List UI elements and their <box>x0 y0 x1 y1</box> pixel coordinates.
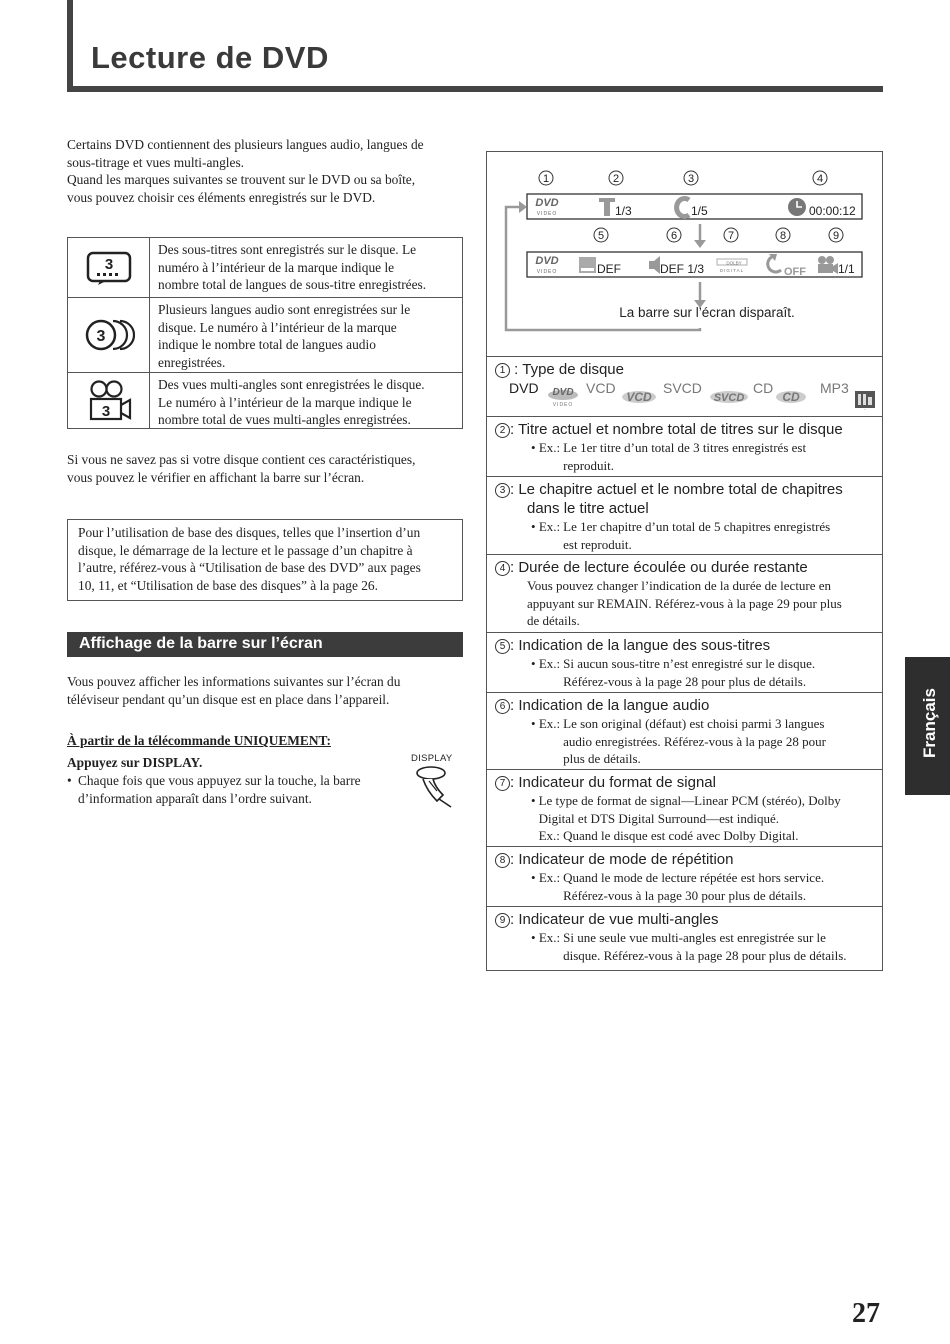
remote-only-heading: À partir de la télécommande UNIQUEMENT: <box>67 733 331 748</box>
item-bullet-text: Le type de format de signal—Linear PCM (stéréo), Dolby <box>538 793 841 808</box>
svg-text:SVCD: SVCD <box>713 392 745 404</box>
svg-text:MP3: MP3 <box>863 410 867 411</box>
callout-9 <box>829 228 843 242</box>
bar2-subtitle: DEF <box>597 262 621 276</box>
bar2-dvd-logo <box>535 255 558 275</box>
bullet-char: • <box>531 870 536 885</box>
item-number: 8 <box>495 853 510 868</box>
bullet-char: • <box>531 519 536 534</box>
language-tab-label: Français <box>920 688 939 758</box>
svg-text:9: 9 <box>832 230 840 242</box>
item-heading: Indication de la langue audio <box>518 697 710 714</box>
marks-line: Le numéro à l’intérieur de la marque indique le <box>158 394 412 410</box>
dvd-video-logo <box>545 383 581 409</box>
item-example: est reproduit. <box>563 536 632 552</box>
svg-text:DVD: DVD <box>552 387 574 398</box>
ex-label: Ex.: <box>538 440 561 455</box>
ex-label: Ex.: <box>538 519 561 534</box>
section-title: Affichage de la barre sur l’écran <box>67 632 463 657</box>
disc-type-label: DVD <box>509 380 539 396</box>
legend-item-6: 6 : Indication de la langue audio • Ex.: Le son original (défaut) est choisi parmi 3 langues audio enregistrées. Référez-vous à la page 28 pour plus de détails. <box>487 692 882 769</box>
bullet-char: • <box>531 930 536 945</box>
bullet-char: • <box>67 773 72 788</box>
marks-text-angles <box>150 373 462 428</box>
callout-5 <box>594 228 608 242</box>
marks-line: numéro à l’intérieur de la marque indique le <box>158 259 395 275</box>
svg-text:DIGITAL: DIGITAL <box>719 268 745 273</box>
legend-item-2: 2 : Titre actuel et nombre total de titres sur le disque • Ex.: Le 1er titre d’un total de 3 titres enregistrés est reproduit. <box>487 416 882 476</box>
callout-6 <box>667 228 681 242</box>
ref-line: Pour l’utilisation de base des disques, telles que l’insertion d’un <box>78 525 421 540</box>
item-example: Le son original (défaut) est choisi parmi 3 langues <box>563 716 825 731</box>
disc-type-label: SVCD <box>663 380 702 396</box>
legend-item-8: 8 : Indicateur de mode de répétition • Ex.: Quand le mode de lecture répétée est hors service. Référez-vous à la page 30 pour plus de détails. <box>487 846 882 906</box>
marks-line: nombre total de langues de sous-titre enregistrées. <box>158 277 427 292</box>
bullet-char: • <box>531 440 536 455</box>
item-number: 4 <box>495 561 510 576</box>
mp3-logo <box>853 389 879 411</box>
item-number: 5 <box>495 639 510 654</box>
item-example: Quand le mode de lecture répétée est hors service. <box>563 870 825 885</box>
legend-item-3: 3 : Le chapitre actuel et le nombre total de chapitres dans le titre actuel • Ex.: Le 1er chapitre d’un total de 5 chapitres enregistrés est reproduit. <box>487 476 882 554</box>
item-example: disque. Référez-vous à la page 28 pour plus de détails. <box>563 947 847 963</box>
bullet-char: • <box>531 793 536 808</box>
svg-text:VIDEO: VIDEO <box>536 269 558 275</box>
marks-line: indique le nombre total de langues audio <box>158 337 376 352</box>
item-number: 1 <box>495 363 510 378</box>
callout-8 <box>776 228 790 242</box>
legend-item-4: 4 : Durée de lecture écoulée ou durée restante Vous pouvez changer l’indication de la durée de lecture en appuyant sur REMAIN. Référez-vous à la page 29 pour plus de détails. <box>487 554 882 632</box>
item-description: appuyant sur REMAIN. Référez-vous à la page 29 pour plus <box>527 595 842 611</box>
callout-7 <box>724 228 738 242</box>
disc-type-label: CD <box>753 380 774 396</box>
onscreen-bar-diagram <box>487 152 882 357</box>
disc-type-label: VCD <box>586 380 616 396</box>
verify-line: vous pouvez le vérifier en affichant la barre sur l’écran. <box>67 469 365 485</box>
svg-text:8: 8 <box>779 230 787 242</box>
verify-paragraph <box>67 451 467 486</box>
svg-text:VCD: VCD <box>626 390 652 404</box>
subtitle-mark-number: 3 <box>104 255 113 273</box>
ex-label: Ex.: <box>538 656 561 671</box>
angle-mark-icon <box>68 373 150 428</box>
ex-label: Ex.: <box>538 930 561 945</box>
section-intro-line: Vous pouvez afficher les informations suivantes sur l’écran du <box>67 674 401 689</box>
bar1-title-value: 1/3 <box>615 204 632 218</box>
intro-line: sous-titrage et vues multi-angles. <box>67 154 245 170</box>
svg-text:3: 3 <box>687 173 695 185</box>
item-example: Si aucun sous-titre n’est enregistré sur le disque. <box>563 656 816 671</box>
intro-line: Quand les marques suivantes se trouvent sur le DVD ou sa boîte, <box>67 172 416 187</box>
legend-item-7: 7 : Indicateur du format de signal • Le type de format de signal—Linear PCM (stéréo), Dolby Digital et DTS Digital Surround—est indiqué. Ex.: Quand le disque est codé avec Dolby Digital. <box>487 769 882 846</box>
item-example: Le 1er chapitre d’un total de 5 chapitres enregistrés <box>563 519 831 534</box>
marks-line: Des vues multi-angles sont enregistrées le disque. <box>158 377 425 392</box>
legend-item-5: 5 : Indication de la langue des sous-titres • Ex.: Si aucun sous-titre n’est enregistré sur le disque. Référez-vous à la page 28 pour plus de détails. <box>487 632 882 692</box>
callout-3 <box>684 171 698 185</box>
marks-row-audio <box>68 297 462 372</box>
cd-logo <box>773 387 809 409</box>
display-button-label: DISPLAY <box>411 753 453 764</box>
subtitle-icon <box>579 257 596 273</box>
marks-row-subtitles <box>68 238 462 297</box>
bullet-char: • <box>531 716 536 731</box>
item-description: Vous pouvez changer l’indication de la durée de lecture en <box>527 578 832 593</box>
callout-4 <box>813 171 827 185</box>
vcd-logo <box>619 387 659 409</box>
item-heading: Titre actuel et nombre total de titres sur le disque <box>518 421 843 438</box>
page-title: Lecture de DVD <box>91 40 329 75</box>
marks-line: enregistrées. <box>158 354 226 370</box>
page-number: 27 <box>852 1298 880 1329</box>
svg-text:DVD: DVD <box>535 197 559 209</box>
language-tab <box>905 657 950 795</box>
svg-text:VIDEO: VIDEO <box>536 211 558 217</box>
intro-line: Certains DVD contiennent des plusieurs langues audio, langues de <box>67 137 424 152</box>
bar2-repeat: OFF <box>784 266 806 278</box>
display-button-illustration <box>411 753 461 809</box>
ex-label: Ex.: <box>538 870 561 885</box>
page-header <box>67 0 883 92</box>
item-example: audio enregistrées. Référez-vous à la page 28 pour <box>563 733 826 749</box>
marks-row-angles <box>68 372 462 428</box>
disc-type-label: MP3 <box>820 380 849 396</box>
svg-text:7: 7 <box>727 230 735 242</box>
item-example: Si une seule vue multi-angles est enregistrée sur le <box>563 930 826 945</box>
clock-icon <box>788 198 806 216</box>
item-example: plus de détails. <box>563 751 641 766</box>
bullet-item <box>67 772 407 807</box>
svg-text:4: 4 <box>816 173 824 185</box>
ref-line: 10, 11, et “Utilisation de base des disques” à la page 26. <box>78 577 378 593</box>
svg-text:VIDEO: VIDEO <box>552 402 574 408</box>
ref-line: l’autre, référez-vous à “Utilisation de base des DVD” aux pages <box>78 560 421 575</box>
onscreen-bar-panel <box>486 151 883 971</box>
item-heading: Le chapitre actuel et le nombre total de chapitres <box>518 481 843 498</box>
legend-item-9: 9 : Indicateur de vue multi-angles • Ex.: Si une seule vue multi-angles est enregistrée sur le disque. Référez-vous à la page 28 pour plus de détails. <box>487 906 882 970</box>
bar1-chapter-value: 1/5 <box>691 204 708 218</box>
svg-text:DOLBY: DOLBY <box>726 260 742 266</box>
item-bullet-text: Ex.: Quand le disque est codé avec Dolby Digital. <box>538 828 799 843</box>
legend-item-1: 1 : Type de disque DVD DVD VIDEO VCD VCD SVCD SVCD CD CD MP3 MP3 <box>487 357 882 416</box>
svg-text:2: 2 <box>612 173 620 185</box>
callout-2 <box>609 171 623 185</box>
item-example: reproduit. <box>563 457 615 473</box>
disc-type-row <box>495 379 874 413</box>
bar2-angle: 1/1 <box>838 262 855 276</box>
svg-text:DVD: DVD <box>535 255 559 267</box>
bar1-time: 00:00:12 <box>809 204 856 218</box>
ex-label: Ex.: <box>538 716 561 731</box>
marks-line: nombre total de vues multi-angles enregistrées. <box>158 412 411 427</box>
audio-mark-number: 3 <box>96 328 105 345</box>
item-description: de détails. <box>527 613 580 628</box>
item-number: 2 <box>495 423 510 438</box>
marks-text-subtitles <box>150 238 462 297</box>
item-heading: Indicateur de mode de répétition <box>518 851 734 868</box>
svg-text:5: 5 <box>597 230 605 242</box>
section-intro-line: téléviseur pendant qu’un disque est en place dans l’appareil. <box>67 691 390 707</box>
subtitle-mark-icon <box>68 238 150 297</box>
angle-mark-number: 3 <box>101 402 110 420</box>
item-heading: Indicateur du format de signal <box>518 774 716 791</box>
svcd-logo <box>707 387 751 409</box>
item-number: 3 <box>495 483 510 498</box>
item-heading: Indicateur de vue multi-angles <box>518 911 719 928</box>
svg-text:CD: CD <box>782 390 800 404</box>
callout-1 <box>539 171 553 185</box>
item-number: 9 <box>495 913 510 928</box>
item-heading: Indication de la langue des sous-titres <box>518 637 771 654</box>
item-example: Référez-vous à la page 28 pour plus de détails. <box>563 673 807 689</box>
ref-line: disque, le démarrage de la lecture et le passage d’un chapitre à <box>78 542 413 558</box>
reference-box <box>67 519 463 601</box>
marks-line: Plusieurs langues audio sont enregistrées sur le <box>158 302 411 317</box>
section-intro <box>67 673 467 708</box>
svg-text:1: 1 <box>542 173 550 185</box>
item-bullet-text: Digital et DTS Digital Surround—est indiqué. <box>538 810 780 826</box>
marks-table <box>67 237 463 429</box>
bar1-dvd-logo <box>535 197 558 217</box>
marks-line: Des sous-titres sont enregistrés sur le disque. Le <box>158 242 417 257</box>
item-heading: Durée de lecture écoulée ou durée restante <box>518 559 808 576</box>
intro-line: vous pouvez choisir ces éléments enregistrés sur le DVD. <box>67 189 376 205</box>
bar2-audio: DEF 1/3 <box>660 262 705 276</box>
press-display-instruction: Appuyez sur DISPLAY. <box>67 755 203 770</box>
item-number: 6 <box>495 699 510 714</box>
item-number: 7 <box>495 776 510 791</box>
svg-text:6: 6 <box>670 230 678 242</box>
verify-line: Si vous ne savez pas si votre disque contient ces caractéristiques, <box>67 452 416 467</box>
bullet-line: d’information apparaît dans l’ordre suivant. <box>78 790 312 806</box>
marks-text-audio <box>150 298 462 372</box>
item-heading: dans le titre actuel <box>527 500 649 517</box>
item-heading: Type de disque <box>522 361 624 378</box>
finger-press-icon <box>411 765 459 809</box>
marks-line: disque. Le numéro à l’intérieur de la marque <box>158 319 397 335</box>
item-example: Référez-vous à la page 30 pour plus de détails. <box>563 887 807 903</box>
diagram-caption: La barre sur l’écran disparaît. <box>619 305 795 320</box>
item-example: Le 1er titre d’un total de 3 titres enregistrés est <box>563 440 807 455</box>
intro-paragraph <box>67 136 467 206</box>
audio-mark-icon <box>68 298 150 372</box>
bullet-char: • <box>531 656 536 671</box>
bullet-line: Chaque fois que vous appuyez sur la touche, la barre <box>78 773 361 788</box>
